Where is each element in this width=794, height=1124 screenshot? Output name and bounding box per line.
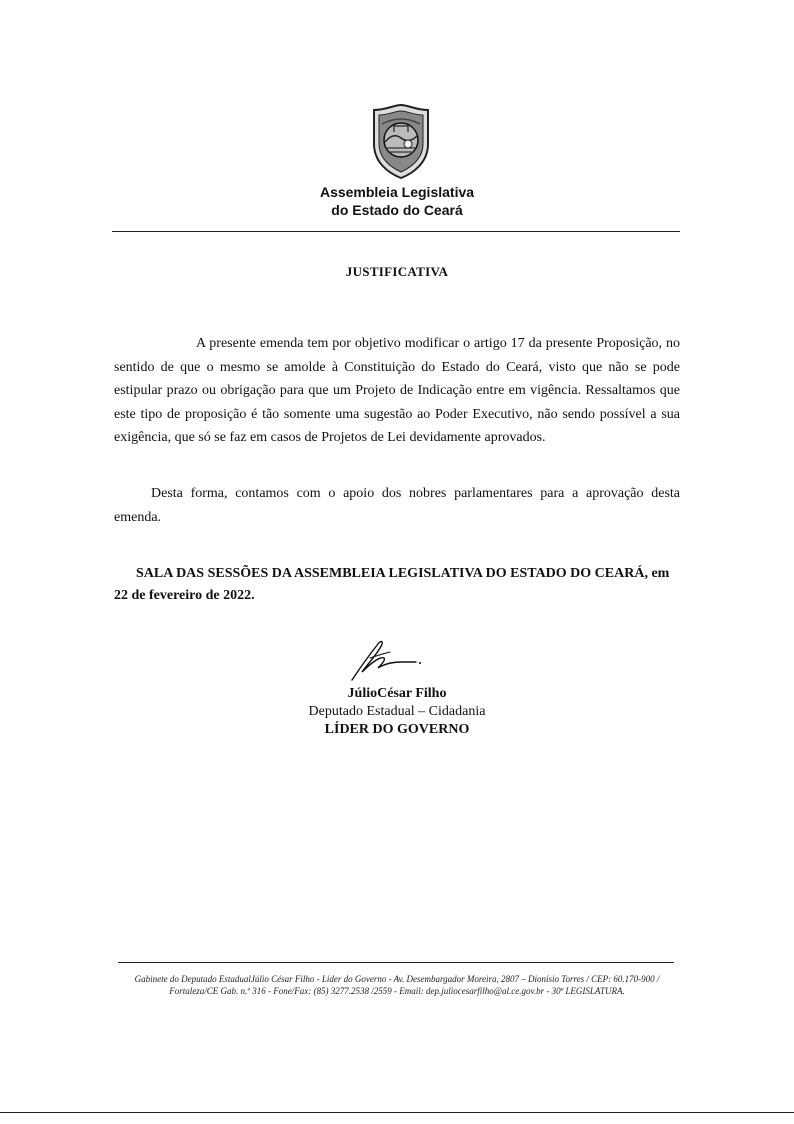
page-bottom-edge — [0, 1112, 794, 1113]
institution-name-line1: Assembleia Legislativa — [319, 184, 475, 200]
document-heading: JUSTIFICATIVA — [345, 264, 449, 279]
footer-line-1: Gabinete do Deputado EstadualJúlio César Filho - Líder do Governo - Av. Desembargador Moreira, 2807 – Dionísio Torres / CEP: 60.170-900 / — [134, 974, 660, 984]
ceara-coat-of-arms-icon — [368, 102, 434, 180]
footer-line-2: Fortaleza/CE Gab. n.º 316 - Fone/Fax: (85) 3277.2538 /2559 - Email: dep.juliocesarfilho@al.ce.gov.br - 30ª LEGISLATURA. — [169, 986, 625, 996]
signer-name: JúlioCésar Filho — [347, 686, 447, 701]
closing-statement — [114, 563, 680, 607]
institution-name-line2: do Estado do Ceará — [331, 202, 463, 218]
signer-title: LÍDER DO GOVERNO — [324, 722, 470, 737]
handwritten-signature — [340, 636, 434, 684]
footer-divider — [118, 962, 674, 963]
footer-address — [116, 973, 678, 997]
header-divider — [112, 231, 680, 232]
signer-role: Deputado Estadual – Cidadania — [308, 704, 486, 719]
body-paragraph-1: A presente emenda tem por objetivo modificar o artigo 17 da presente Proposição, no sentido de que o mesmo se amolde à Constituição do Estado do Ceará, visto que não se pode estipular prazo ou obrigação para que um Projeto de Indicação entre em vigência. Ressaltamos que este tipo de proposição é tão somente uma sugestão ao Poder Executivo, não sendo possível a sua exigência, que só se faz em casos de Projetos de Lei devidamente aprovados. — [114, 336, 680, 445]
closing-line: SALA DAS SESSÕES DA ASSEMBLEIA LEGISLATIVA DO ESTADO DO CEARÁ, em — [136, 566, 670, 581]
closing-date: 22 de fevereiro de 2022. — [114, 588, 255, 603]
body-paragraph-2: Desta forma, contamos com o apoio dos nobres parlamentares para a aprovação desta emenda. — [114, 486, 680, 525]
